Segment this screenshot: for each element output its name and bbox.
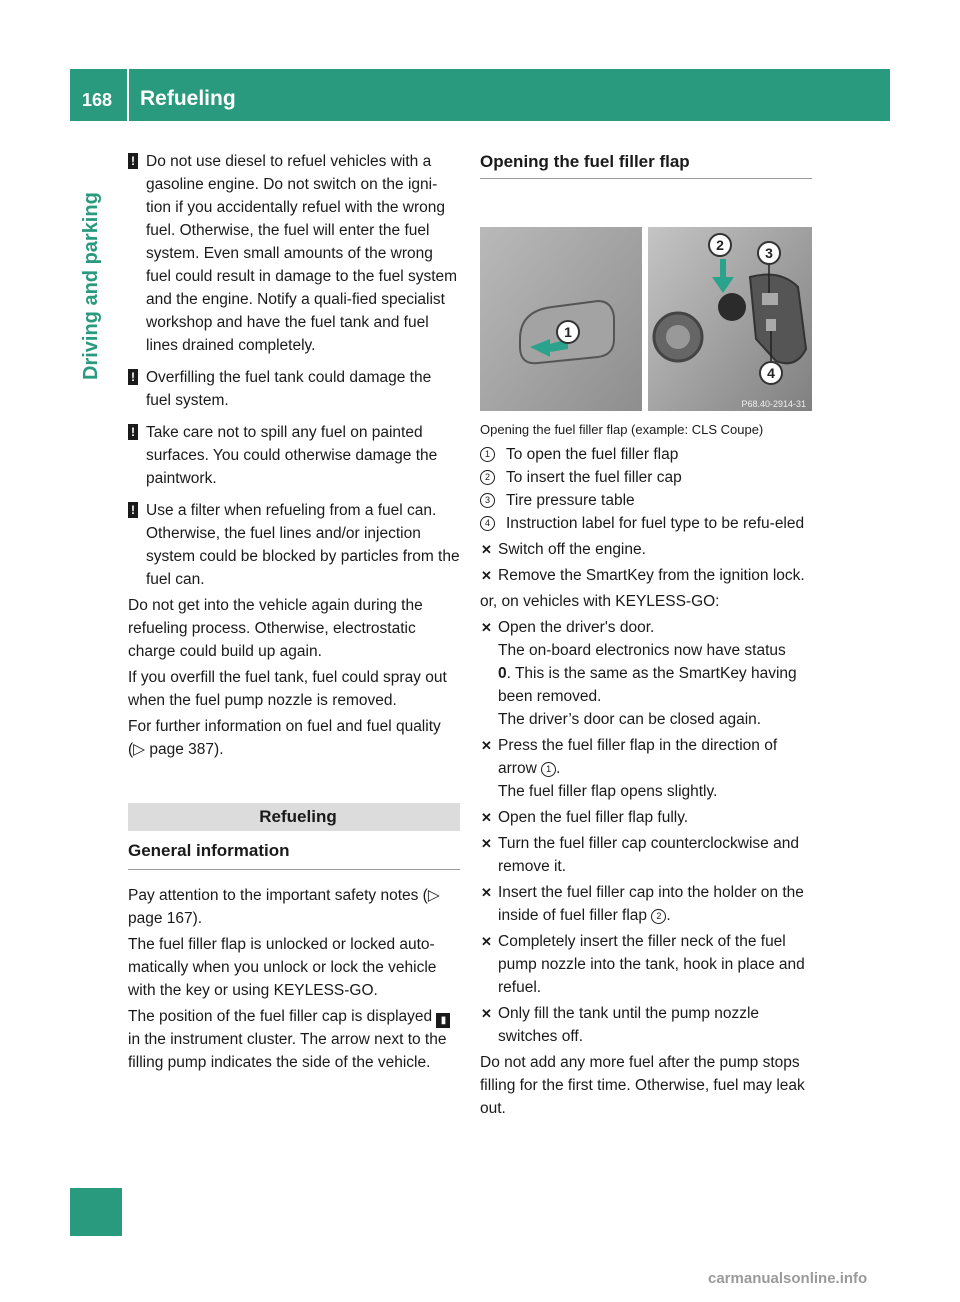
warning-text: Take care not to spill any fuel on painted surfaces. You could otherwise damage the paintwork.: [146, 424, 438, 487]
side-section-label: Driving and parking: [80, 192, 102, 380]
legend-text: To open the fuel filler flap: [506, 446, 679, 463]
svg-text:4: 4: [767, 365, 775, 381]
step-arrow-icon: ✕: [481, 934, 492, 949]
step-arrow-icon: ✕: [481, 568, 492, 583]
position-text: The position of the fuel filler cap is displayed: [128, 1008, 433, 1025]
legend-item: [480, 443, 812, 466]
instruction-step: [480, 734, 812, 803]
header-divider: [127, 69, 129, 121]
instruction-step: [480, 881, 812, 927]
legend-item: [480, 489, 812, 512]
svg-text:3: 3: [765, 245, 773, 261]
step-arrow-icon: ✕: [481, 1006, 492, 1021]
exclamation-icon: !: [128, 502, 138, 518]
body-paragraph: The fuel filler flap is unlocked or locked auto-matically when you unlock or lock the vehicle with the key or using KEYLESS-GO.: [128, 936, 437, 999]
step-text: Switch off the engine.: [498, 541, 646, 558]
step-arrow-icon: ✕: [481, 620, 492, 635]
subsection-heading: General information: [128, 839, 460, 870]
svg-text:2: 2: [716, 237, 724, 253]
step-arrow-icon: ✕: [481, 836, 492, 851]
warning-text: Do not use diesel to refuel vehicles with a gasoline engine. Do not switch on the igni-tion if you accidentally refuel with the wrong fuel. Otherwise, the fuel will enter the fuel system. Even small amounts of the wrong fuel could result in damage to the fuel system and the engine. Notify a quali-fied specialist workshop and have the fuel tank and fuel lines drained completely.: [146, 153, 458, 354]
step-arrow-icon: ✕: [481, 738, 492, 753]
position-text: in the instrument cluster. The arrow next to the filling pump indicates the side of the vehicle.: [128, 1031, 447, 1071]
instruction-step: [480, 1002, 812, 1048]
legend-item: [480, 512, 812, 535]
alternative-note: or, on vehicles with KEYLESS-GO:: [480, 593, 720, 610]
ref-marker-1: 1: [541, 762, 556, 777]
instruction-step: [480, 564, 812, 587]
left-column: [128, 150, 460, 1077]
figure-code: P68.40-2914-31: [741, 399, 806, 409]
step-text: Remove the SmartKey from the ignition lock.: [498, 567, 805, 584]
step-note: The on-board electronics now have status: [498, 642, 786, 659]
fuel-label: [766, 319, 776, 331]
watermark: carmanualsonline.info: [708, 1270, 868, 1287]
body-paragraph: If you overfill the fuel tank, fuel could spray out when the fuel pump nozzle is removed.: [128, 669, 447, 709]
step-text: Only fill the tank until the pump nozzle switches off.: [498, 1005, 760, 1045]
warning-note: [128, 150, 460, 357]
step-text: Completely insert the filler neck of the fuel pump nozzle into the tank, hook in place and refuel.: [498, 933, 805, 996]
section-heading: Refueling: [128, 803, 460, 831]
svg-text:1: 1: [564, 324, 572, 340]
legend-number: 4: [480, 516, 495, 531]
step-arrow-icon: ✕: [481, 885, 492, 900]
fuel-neck-inner: [666, 325, 690, 349]
section-heading: Opening the fuel filler flap: [480, 150, 812, 179]
figure-caption: Opening the fuel filler flap (example: CLS Coupe): [480, 422, 764, 437]
exclamation-icon: !: [128, 424, 138, 440]
step-text: Insert the fuel filler cap into the holder on the inside of fuel filler flap: [498, 884, 804, 924]
fuel-pump-icon: ▮: [436, 1013, 450, 1028]
body-paragraph: Do not get into the vehicle again during the refueling process. Otherwise, electrostatic charge could build up again.: [128, 597, 423, 660]
side-tab-block: [70, 1188, 122, 1236]
step-note: The driver’s door can be closed again.: [498, 711, 762, 728]
instruction-step: [480, 832, 812, 878]
status-value: 0: [498, 665, 507, 682]
instruction-step: [480, 538, 812, 561]
page-number: 168: [82, 90, 113, 110]
right-column: [480, 150, 812, 1120]
step-text: Press the fuel filler flap in the direction of arrow: [498, 737, 778, 777]
step-text: Open the fuel filler flap fully.: [498, 809, 689, 826]
cap-holder: [718, 293, 746, 321]
legend-text: Instruction label for fuel type to be refu-eled: [506, 515, 805, 532]
warning-note: [128, 366, 460, 412]
fuel-filler-flap-figure: [480, 189, 812, 411]
step-note: The fuel filler flap opens slightly.: [498, 783, 718, 800]
closing-paragraph: Do not add any more fuel after the pump stops filling for the first time. Otherwise, fuel may leak out.: [480, 1054, 805, 1117]
ref-marker-2: 2: [651, 909, 666, 924]
step-note: . This is the same as the SmartKey having been removed.: [498, 665, 797, 705]
step-text-end: .: [556, 760, 561, 777]
legend-item: [480, 466, 812, 489]
body-paragraph: [128, 1005, 460, 1074]
warning-note: [128, 421, 460, 490]
instruction-step: [480, 616, 812, 731]
legend-text: To insert the fuel filler cap: [506, 469, 682, 486]
exclamation-icon: !: [128, 369, 138, 385]
instruction-step: [480, 806, 812, 829]
body-paragraph[interactable]: Pay attention to the important safety notes (▷ page 167).: [128, 887, 440, 927]
step-arrow-icon: ✕: [481, 542, 492, 557]
tire-label: [762, 293, 778, 305]
legend-number: 3: [480, 493, 495, 508]
exclamation-icon: !: [128, 153, 138, 169]
legend-number: 2: [480, 470, 495, 485]
page-title: Refueling: [140, 87, 236, 110]
step-text-end: .: [666, 907, 671, 924]
warning-note: [128, 499, 460, 591]
legend-number: 1: [480, 447, 495, 462]
instruction-step: [480, 930, 812, 999]
legend-text: Tire pressure table: [506, 492, 635, 509]
warning-text: Use a filter when refueling from a fuel can. Otherwise, the fuel lines and/or injection system could be blocked by particles from the fuel can.: [146, 502, 460, 588]
step-arrow-icon: ✕: [481, 810, 492, 825]
step-text: Turn the fuel filler cap counterclockwise and remove it.: [498, 835, 799, 875]
warning-text: Overfilling the fuel tank could damage the fuel system.: [146, 369, 432, 409]
body-paragraph[interactable]: For further information on fuel and fuel quality (▷ page 387).: [128, 718, 441, 758]
fuel-filler-illustration: [480, 189, 812, 411]
step-text: Open the driver's door.: [498, 619, 655, 636]
